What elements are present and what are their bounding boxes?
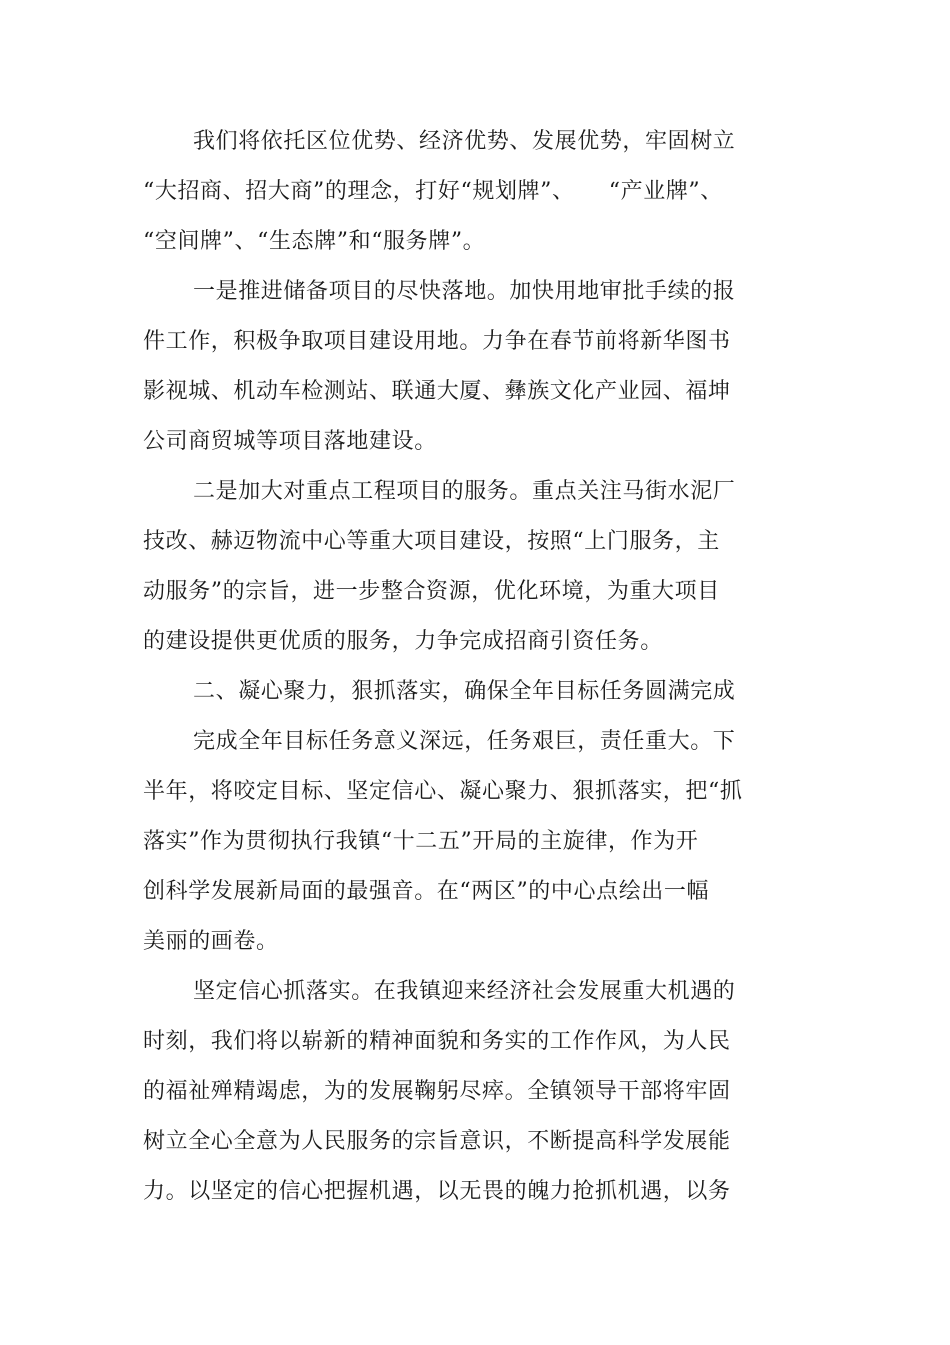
paragraph-line: 件工作，积极争取项目建设用地。力争在春节前将新华图书 (143, 329, 731, 354)
paragraph-line: 坚定信心抓落实。在我镇迎来经济社会发展重大机遇的 (193, 979, 736, 1004)
section-heading: 二、凝心聚力，狠抓落实，确保全年目标任务圆满完成 (193, 679, 736, 704)
paragraph-line: 力。以坚定的信心把握机遇，以无畏的魄力抢抓机遇，以务 (143, 1179, 731, 1204)
paragraph-line: 落实”作为贯彻执行我镇“十二五”开局的主旋律，作为开 (143, 829, 699, 854)
paragraph-line: 我们将依托区位优势、经济优势、发展优势，牢固树立 (193, 129, 736, 154)
paragraph-line: 美丽的画卷。 (143, 929, 279, 954)
paragraph-line: 公司商贸城等项目落地建设。 (143, 429, 437, 454)
paragraph-line: 时刻，我们将以崭新的精神面貌和务实的工作作风，为人民 (143, 1029, 731, 1054)
paragraph-line: 二是加大对重点工程项目的服务。重点关注马街水泥厂 (193, 479, 736, 504)
paragraph-line: 的福祉殚精竭虑，为的发展鞠躬尽瘁。全镇领导干部将牢固 (143, 1079, 731, 1104)
paragraph-line: 一是推进储备项目的尽快落地。加快用地审批手续的报 (193, 279, 736, 304)
paragraph-line: 的建设提供更优质的服务，力争完成招商引资任务。 (143, 629, 663, 654)
paragraph-line: 半年，将咬定目标、坚定信心、凝心聚力、狠抓落实，把“抓 (143, 779, 743, 804)
paragraph-line: 完成全年目标任务意义深远，任务艰巨，责任重大。下 (193, 729, 736, 754)
paragraph-line: 动服务”的宗旨，进一步整合资源，优化环境，为重大项目 (143, 579, 720, 604)
paragraph-line: “大招商、招大商”的理念，打好“规划牌”、 “产业牌”、 (143, 179, 723, 204)
paragraph-line: 影视城、机动车检测站、联通大厦、彝族文化产业园、福坤 (143, 379, 731, 404)
paragraph-line: 树立全心全意为人民服务的宗旨意识，不断提高科学发展能 (143, 1129, 731, 1154)
paragraph-line: 创科学发展新局面的最强音。在“两区”的中心点绘出一幅 (143, 879, 710, 904)
paragraph-line: 技改、赫迈物流中心等重大项目建设，按照“上门服务，主 (143, 529, 720, 554)
paragraph-line: “空间牌”、“生态牌”和“服务牌”。 (143, 229, 486, 254)
